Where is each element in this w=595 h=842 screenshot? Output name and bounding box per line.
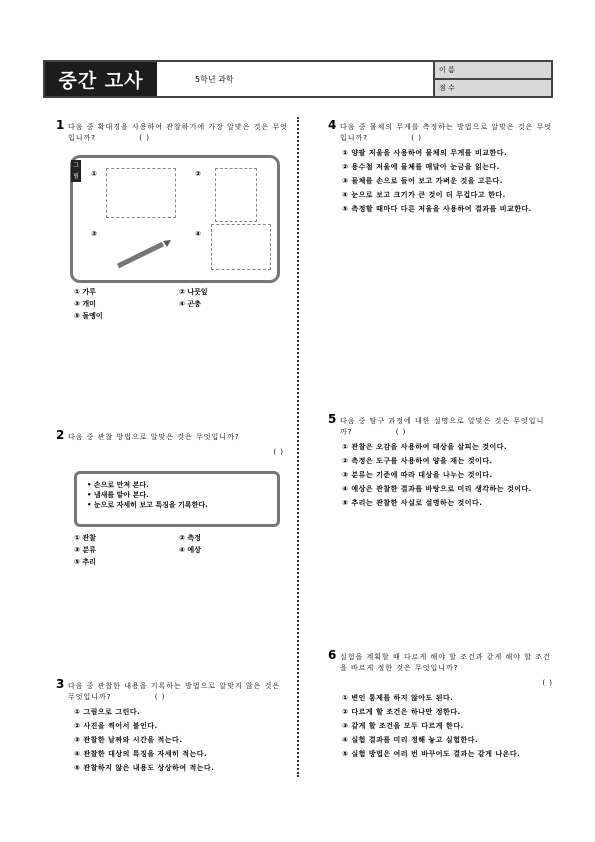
option-2[interactable]: ② 다르게 할 조건은 하나만 정한다.: [342, 708, 461, 716]
question-number: 4: [328, 118, 337, 132]
figure-label-1: ①: [91, 170, 97, 178]
option-4[interactable]: ④ 눈으로 보고 크기가 큰 것이 더 무겁다고 한다.: [342, 191, 506, 199]
question-stem: 다음 중 확대경을 사용하여 관찰하기에 가장 알맞은 것은 무엇입니까?: [68, 123, 288, 142]
option-4[interactable]: ④ 실험 결과를 미리 정해 놓고 실험한다.: [342, 736, 479, 744]
option-3[interactable]: ③ 분류는 기준에 따라 대상을 나누는 것이다.: [342, 471, 493, 479]
q4-options: [342, 148, 553, 215]
question-number: 3: [56, 677, 65, 691]
exam-subtitle: 5학년 과학: [157, 62, 435, 96]
question-stem: 다음 중 물체의 무게를 측정하는 방법으로 알맞은 것은 무엇입니까?: [340, 123, 553, 142]
exam-title: 중간 고사: [45, 62, 157, 96]
answer-blank: ( ): [542, 679, 553, 687]
option-2[interactable]: ② 측정은 도구를 사용하여 양을 재는 것이다.: [342, 457, 493, 465]
question-text: [68, 122, 288, 144]
choice-3[interactable]: ③ 분류: [74, 546, 96, 554]
choice-1[interactable]: ① 관찰: [74, 534, 96, 542]
condition-line-3: • 눈으로 자세히 보고 특징을 기록한다.: [87, 501, 208, 509]
exam-header: [43, 60, 553, 98]
question-4: [328, 118, 553, 218]
option-1[interactable]: ① 그림으로 그린다.: [74, 708, 141, 716]
option-1[interactable]: ① 관찰은 오감을 사용하여 대상을 살피는 것이다.: [342, 443, 508, 451]
choice-5[interactable]: ⑤ 돌멩이: [74, 312, 103, 320]
column-divider: [297, 117, 299, 777]
q1-figure: [70, 155, 280, 283]
choice-2[interactable]: ② 측정: [179, 534, 201, 542]
q2-condition-box: [74, 471, 280, 527]
answer-blank: ( ): [273, 448, 284, 456]
figure-dashed-box-1: [106, 168, 176, 218]
question-number: 1: [56, 118, 65, 132]
question-text: [68, 681, 288, 703]
q1-choices: [74, 287, 284, 321]
option-1[interactable]: ① 변인 통제를 하지 않아도 된다.: [342, 694, 454, 702]
question-5: [328, 412, 553, 512]
q5-options: [342, 442, 553, 509]
q2-choices: [74, 533, 284, 567]
option-5[interactable]: ⑤ 관찰하지 않은 내용도 상상하여 적는다.: [74, 764, 215, 772]
choice-4[interactable]: ④ 예상: [179, 546, 201, 554]
figure-label-3: ③: [91, 230, 97, 238]
figure-dashed-box-2: [215, 168, 257, 222]
q3-options: [74, 707, 288, 774]
question-1: [56, 118, 288, 144]
question-number: 5: [328, 412, 337, 426]
figure-tag: 그림: [71, 160, 81, 182]
option-3[interactable]: ③ 같게 할 조건을 모두 다르게 한다.: [342, 722, 464, 730]
answer-blank: ( ): [411, 134, 422, 142]
question-text: [340, 122, 553, 144]
choice-5[interactable]: ⑤ 추리: [74, 558, 96, 566]
option-3[interactable]: ③ 관찰한 날짜와 시간을 적는다.: [74, 736, 183, 744]
q6-options: [342, 693, 553, 760]
question-stem: 다음 중 관찰 방법으로 알맞은 것은 무엇입니까?: [68, 433, 240, 441]
condition-line-2: • 냄새를 맡아 본다.: [87, 491, 149, 499]
figure-label-4: ④: [195, 230, 201, 238]
figure-label-2: ②: [195, 170, 201, 178]
question-stem: 다음 중 탐구 과정에 대한 설명으로 알맞은 것은 무엇입니까?: [340, 417, 545, 436]
pencil-icon: [113, 238, 173, 270]
option-1[interactable]: ① 양팔 저울을 사용하여 물체의 무게를 비교한다.: [342, 149, 508, 157]
option-2[interactable]: ② 사진을 찍어서 붙인다.: [74, 722, 158, 730]
question-6: [328, 648, 553, 763]
choice-4[interactable]: ④ 곤충: [179, 300, 201, 308]
name-field: 이 름: [435, 62, 551, 78]
choice-1[interactable]: ① 가루: [74, 288, 96, 296]
answer-blank: ( ): [154, 693, 166, 701]
question-number: 6: [328, 648, 337, 662]
score-field: 점 수: [435, 78, 551, 96]
question-number: 2: [56, 428, 65, 442]
option-5[interactable]: ⑤ 추리는 관찰한 사실로 설명하는 것이다.: [342, 499, 483, 507]
question-text: [68, 432, 288, 458]
option-5[interactable]: ⑤ 측정할 때마다 다른 저울을 사용하여 결과를 비교한다.: [342, 205, 532, 213]
question-3: [56, 677, 288, 777]
option-4[interactable]: ④ 예상은 관찰한 결과를 바탕으로 미리 생각하는 것이다.: [342, 485, 532, 493]
option-2[interactable]: ② 용수철 저울에 물체를 매달아 눈금을 읽는다.: [342, 163, 500, 171]
figure-dashed-box-4: [211, 224, 271, 270]
condition-line-1: • 손으로 만져 본다.: [87, 481, 149, 489]
answer-blank: ( ): [139, 134, 150, 142]
question-2: [56, 428, 288, 458]
option-4[interactable]: ④ 관찰한 대상의 특징을 자세히 적는다.: [74, 750, 208, 758]
student-info-fields: [435, 62, 551, 96]
question-stem: 다음 중 관찰한 내용을 기록하는 방법으로 알맞지 않은 것은 무엇입니까?: [68, 682, 281, 701]
choice-3[interactable]: ③ 개미: [74, 300, 96, 308]
question-text: [340, 652, 553, 689]
choice-2[interactable]: ② 나뭇잎: [179, 288, 208, 296]
option-3[interactable]: ③ 물체를 손으로 들어 보고 가벼운 것을 고른다.: [342, 177, 503, 185]
question-text: [340, 416, 553, 438]
option-5[interactable]: ⑤ 실험 방법은 여러 번 바꾸어도 결과는 같게 나온다.: [342, 750, 521, 758]
question-stem: 실험을 계획할 때 다르게 해야 할 조건과 같게 해야 할 조건을 바르게 정한 것은 무엇입니까?: [340, 653, 551, 672]
answer-blank: ( ): [395, 428, 407, 436]
